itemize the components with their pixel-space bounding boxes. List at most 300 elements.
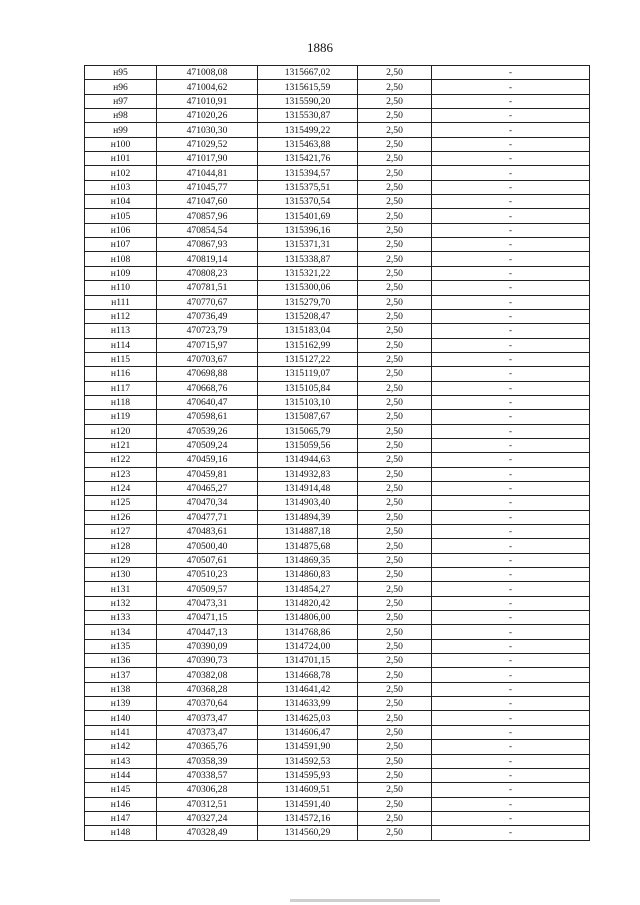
table-row [85,568,590,582]
x-coordinate-cell: 470867,93 [157,238,258,252]
note-cell: - [432,797,590,811]
point-id-cell: н125 [85,496,157,510]
x-coordinate-cell: 471008,08 [157,66,258,80]
accuracy-cell: 2,50 [358,424,432,438]
x-coordinate-cell: 470390,09 [157,639,258,653]
table-row [85,238,590,252]
x-coordinate-cell: 470509,24 [157,438,258,452]
table-row [85,381,590,395]
accuracy-cell: 2,50 [358,740,432,754]
y-coordinate-cell: 1315065,79 [258,424,358,438]
y-coordinate-cell: 1314572,16 [258,811,358,825]
y-coordinate-cell: 1314854,27 [258,582,358,596]
table-row [85,467,590,481]
note-cell: - [432,180,590,194]
accuracy-cell: 2,50 [358,410,432,424]
y-coordinate-cell: 1315590,20 [258,94,358,108]
x-coordinate-cell: 470507,61 [157,553,258,567]
note-cell: - [432,80,590,94]
note-cell: - [432,324,590,338]
x-coordinate-cell: 470473,31 [157,596,258,610]
point-id-cell: н133 [85,611,157,625]
note-cell: - [432,740,590,754]
y-coordinate-cell: 1315499,22 [258,123,358,137]
x-coordinate-cell: 471029,52 [157,137,258,151]
x-coordinate-cell: 470365,76 [157,740,258,754]
table-row [85,180,590,194]
table-row [85,66,590,80]
y-coordinate-cell: 1315530,87 [258,109,358,123]
point-id-cell: н120 [85,424,157,438]
x-coordinate-cell: 470370,64 [157,697,258,711]
y-coordinate-cell: 1315300,06 [258,281,358,295]
point-id-cell: н138 [85,682,157,696]
note-cell: - [432,467,590,481]
table-row [85,295,590,309]
point-id-cell: н131 [85,582,157,596]
note-cell: - [432,424,590,438]
table-row [85,324,590,338]
y-coordinate-cell: 1314609,51 [258,783,358,797]
y-coordinate-cell: 1314894,39 [258,510,358,524]
accuracy-cell: 2,50 [358,768,432,782]
x-coordinate-cell: 470373,47 [157,725,258,739]
note-cell: - [432,109,590,123]
point-id-cell: н145 [85,783,157,797]
table-row [85,797,590,811]
point-id-cell: н124 [85,481,157,495]
y-coordinate-cell: 1315615,59 [258,80,358,94]
x-coordinate-cell: 471047,60 [157,195,258,209]
note-cell: - [432,266,590,280]
y-coordinate-cell: 1315183,04 [258,324,358,338]
y-coordinate-cell: 1314932,83 [258,467,358,481]
accuracy-cell: 2,50 [358,338,432,352]
x-coordinate-cell: 470509,57 [157,582,258,596]
x-coordinate-cell: 470306,28 [157,783,258,797]
point-id-cell: н103 [85,180,157,194]
accuracy-cell: 2,50 [358,123,432,137]
accuracy-cell: 2,50 [358,711,432,725]
table-row [85,209,590,223]
table-row [85,582,590,596]
table-row [85,596,590,610]
point-id-cell: н105 [85,209,157,223]
point-id-cell: н126 [85,510,157,524]
accuracy-cell: 2,50 [358,395,432,409]
point-id-cell: н119 [85,410,157,424]
note-cell: - [432,381,590,395]
y-coordinate-cell: 1315105,84 [258,381,358,395]
table-row [85,410,590,424]
x-coordinate-cell: 470327,24 [157,811,258,825]
accuracy-cell: 2,50 [358,180,432,194]
table-row [85,223,590,237]
x-coordinate-cell: 471017,90 [157,152,258,166]
table-row [85,166,590,180]
y-coordinate-cell: 1314641,42 [258,682,358,696]
y-coordinate-cell: 1315370,54 [258,195,358,209]
x-coordinate-cell: 470368,28 [157,682,258,696]
accuracy-cell: 2,50 [358,252,432,266]
y-coordinate-cell: 1314887,18 [258,525,358,539]
point-id-cell: н135 [85,639,157,653]
note-cell: - [432,223,590,237]
accuracy-cell: 2,50 [358,467,432,481]
point-id-cell: н107 [85,238,157,252]
x-coordinate-cell: 470459,16 [157,453,258,467]
note-cell: - [432,525,590,539]
y-coordinate-cell: 1314724,00 [258,639,358,653]
note-cell: - [432,668,590,682]
note-cell: - [432,496,590,510]
note-cell: - [432,195,590,209]
accuracy-cell: 2,50 [358,682,432,696]
x-coordinate-cell: 470781,51 [157,281,258,295]
table-row [85,668,590,682]
x-coordinate-cell: 470477,71 [157,510,258,524]
accuracy-cell: 2,50 [358,725,432,739]
note-cell: - [432,568,590,582]
table-row [85,367,590,381]
x-coordinate-cell: 470373,47 [157,711,258,725]
table-row [85,682,590,696]
accuracy-cell: 2,50 [358,625,432,639]
point-id-cell: н111 [85,295,157,309]
point-id-cell: н100 [85,137,157,151]
accuracy-cell: 2,50 [358,668,432,682]
accuracy-cell: 2,50 [358,295,432,309]
table-row [85,438,590,452]
table-row [85,195,590,209]
x-coordinate-cell: 470857,96 [157,209,258,223]
x-coordinate-cell: 470598,61 [157,410,258,424]
accuracy-cell: 2,50 [358,266,432,280]
point-id-cell: н113 [85,324,157,338]
point-id-cell: н110 [85,281,157,295]
table-row [85,137,590,151]
accuracy-cell: 2,50 [358,697,432,711]
point-id-cell: н139 [85,697,157,711]
table-row [85,611,590,625]
accuracy-cell: 2,50 [358,238,432,252]
note-cell: - [432,596,590,610]
table-row [85,711,590,725]
table-row [85,697,590,711]
note-cell: - [432,152,590,166]
point-id-cell: н132 [85,596,157,610]
point-id-cell: н96 [85,80,157,94]
point-id-cell: н101 [85,152,157,166]
point-id-cell: н115 [85,352,157,366]
point-id-cell: н122 [85,453,157,467]
note-cell: - [432,510,590,524]
note-cell: - [432,338,590,352]
y-coordinate-cell: 1314591,90 [258,740,358,754]
point-id-cell: н112 [85,309,157,323]
x-coordinate-cell: 470500,40 [157,539,258,553]
y-coordinate-cell: 1315127,22 [258,352,358,366]
note-cell: - [432,539,590,553]
table-row [85,395,590,409]
table-row [85,553,590,567]
scan-artifact [290,899,440,902]
x-coordinate-cell: 470736,49 [157,309,258,323]
x-coordinate-cell: 470819,14 [157,252,258,266]
coordinates-table [84,65,590,841]
note-cell: - [432,453,590,467]
note-cell: - [432,66,590,80]
note-cell: - [432,625,590,639]
accuracy-cell: 2,50 [358,94,432,108]
note-cell: - [432,754,590,768]
y-coordinate-cell: 1314875,68 [258,539,358,553]
x-coordinate-cell: 470358,39 [157,754,258,768]
note-cell: - [432,438,590,452]
table-row [85,309,590,323]
note-cell: - [432,639,590,653]
x-coordinate-cell: 470770,67 [157,295,258,309]
accuracy-cell: 2,50 [358,783,432,797]
accuracy-cell: 2,50 [358,381,432,395]
y-coordinate-cell: 1314592,53 [258,754,358,768]
x-coordinate-cell: 471044,81 [157,166,258,180]
y-coordinate-cell: 1315421,76 [258,152,358,166]
x-coordinate-cell: 470459,81 [157,467,258,481]
note-cell: - [432,295,590,309]
note-cell: - [432,94,590,108]
y-coordinate-cell: 1315667,02 [258,66,358,80]
note-cell: - [432,611,590,625]
note-cell: - [432,137,590,151]
point-id-cell: н102 [85,166,157,180]
point-id-cell: н117 [85,381,157,395]
note-cell: - [432,553,590,567]
point-id-cell: н137 [85,668,157,682]
y-coordinate-cell: 1314595,93 [258,768,358,782]
table-row [85,252,590,266]
table-row [85,625,590,639]
x-coordinate-cell: 470390,73 [157,654,258,668]
note-cell: - [432,123,590,137]
table-row [85,281,590,295]
accuracy-cell: 2,50 [358,66,432,80]
y-coordinate-cell: 1315321,22 [258,266,358,280]
point-id-cell: н116 [85,367,157,381]
accuracy-cell: 2,50 [358,539,432,553]
note-cell: - [432,410,590,424]
y-coordinate-cell: 1314869,35 [258,553,358,567]
y-coordinate-cell: 1314606,47 [258,725,358,739]
y-coordinate-cell: 1315338,87 [258,252,358,266]
accuracy-cell: 2,50 [358,568,432,582]
y-coordinate-cell: 1315463,88 [258,137,358,151]
x-coordinate-cell: 470328,49 [157,826,258,840]
note-cell: - [432,654,590,668]
table-row [85,811,590,825]
note-cell: - [432,826,590,840]
point-id-cell: н104 [85,195,157,209]
y-coordinate-cell: 1315279,70 [258,295,358,309]
x-coordinate-cell: 470483,61 [157,525,258,539]
y-coordinate-cell: 1315396,16 [258,223,358,237]
point-id-cell: н136 [85,654,157,668]
accuracy-cell: 2,50 [358,496,432,510]
table-row [85,94,590,108]
accuracy-cell: 2,50 [358,453,432,467]
x-coordinate-cell: 470312,51 [157,797,258,811]
y-coordinate-cell: 1314560,29 [258,826,358,840]
note-cell: - [432,582,590,596]
y-coordinate-cell: 1315401,69 [258,209,358,223]
accuracy-cell: 2,50 [358,223,432,237]
point-id-cell: н146 [85,797,157,811]
x-coordinate-cell: 470471,15 [157,611,258,625]
y-coordinate-cell: 1315162,99 [258,338,358,352]
table-row [85,453,590,467]
x-coordinate-cell: 470470,34 [157,496,258,510]
table-row [85,783,590,797]
table-row [85,539,590,553]
table-row [85,109,590,123]
accuracy-cell: 2,50 [358,80,432,94]
note-cell: - [432,725,590,739]
y-coordinate-cell: 1314944,63 [258,453,358,467]
table-row [85,740,590,754]
note-cell: - [432,783,590,797]
y-coordinate-cell: 1314701,15 [258,654,358,668]
point-id-cell: н98 [85,109,157,123]
y-coordinate-cell: 1314668,78 [258,668,358,682]
accuracy-cell: 2,50 [358,525,432,539]
y-coordinate-cell: 1315087,67 [258,410,358,424]
table-row [85,352,590,366]
accuracy-cell: 2,50 [358,553,432,567]
y-coordinate-cell: 1315119,07 [258,367,358,381]
x-coordinate-cell: 470640,47 [157,395,258,409]
point-id-cell: н143 [85,754,157,768]
point-id-cell: н144 [85,768,157,782]
accuracy-cell: 2,50 [358,195,432,209]
x-coordinate-cell: 470668,76 [157,381,258,395]
table-row [85,123,590,137]
table-row [85,510,590,524]
table-row [85,266,590,280]
table-row [85,496,590,510]
page-number: 1886 [307,40,333,55]
note-cell: - [432,352,590,366]
point-id-cell: н114 [85,338,157,352]
point-id-cell: н141 [85,725,157,739]
accuracy-cell: 2,50 [358,611,432,625]
point-id-cell: н121 [85,438,157,452]
point-id-cell: н95 [85,66,157,80]
point-id-cell: н108 [85,252,157,266]
note-cell: - [432,209,590,223]
table-row [85,481,590,495]
point-id-cell: н109 [85,266,157,280]
note-cell: - [432,395,590,409]
accuracy-cell: 2,50 [358,510,432,524]
point-id-cell: н97 [85,94,157,108]
accuracy-cell: 2,50 [358,137,432,151]
y-coordinate-cell: 1314768,86 [258,625,358,639]
point-id-cell: н118 [85,395,157,409]
y-coordinate-cell: 1314903,40 [258,496,358,510]
y-coordinate-cell: 1314625,03 [258,711,358,725]
note-cell: - [432,481,590,495]
y-coordinate-cell: 1315394,57 [258,166,358,180]
y-coordinate-cell: 1315208,47 [258,309,358,323]
table-row [85,725,590,739]
table-row [85,80,590,94]
note-cell: - [432,281,590,295]
point-id-cell: н128 [85,539,157,553]
x-coordinate-cell: 470715,97 [157,338,258,352]
point-id-cell: н148 [85,826,157,840]
note-cell: - [432,309,590,323]
point-id-cell: н127 [85,525,157,539]
accuracy-cell: 2,50 [358,281,432,295]
x-coordinate-cell: 471030,30 [157,123,258,137]
y-coordinate-cell: 1314860,83 [258,568,358,582]
table-row [85,754,590,768]
x-coordinate-cell: 471020,26 [157,109,258,123]
note-cell: - [432,166,590,180]
y-coordinate-cell: 1314591,40 [258,797,358,811]
y-coordinate-cell: 1315103,10 [258,395,358,409]
accuracy-cell: 2,50 [358,639,432,653]
note-cell: - [432,697,590,711]
accuracy-cell: 2,50 [358,367,432,381]
coordinates-table-body [85,66,590,841]
point-id-cell: н130 [85,568,157,582]
note-cell: - [432,252,590,266]
table-row [85,424,590,438]
table-row [85,826,590,840]
point-id-cell: н123 [85,467,157,481]
accuracy-cell: 2,50 [358,309,432,323]
y-coordinate-cell: 1314633,99 [258,697,358,711]
accuracy-cell: 2,50 [358,324,432,338]
table-row [85,152,590,166]
note-cell: - [432,768,590,782]
point-id-cell: н147 [85,811,157,825]
point-id-cell: н99 [85,123,157,137]
x-coordinate-cell: 470539,26 [157,424,258,438]
accuracy-cell: 2,50 [358,754,432,768]
x-coordinate-cell: 470338,57 [157,768,258,782]
table-row [85,639,590,653]
table-row [85,768,590,782]
accuracy-cell: 2,50 [358,152,432,166]
accuracy-cell: 2,50 [358,481,432,495]
x-coordinate-cell: 470723,79 [157,324,258,338]
y-coordinate-cell: 1315371,31 [258,238,358,252]
x-coordinate-cell: 470698,88 [157,367,258,381]
table-row [85,338,590,352]
x-coordinate-cell: 470510,23 [157,568,258,582]
y-coordinate-cell: 1314820,42 [258,596,358,610]
note-cell: - [432,711,590,725]
x-coordinate-cell: 471010,91 [157,94,258,108]
x-coordinate-cell: 470447,13 [157,625,258,639]
accuracy-cell: 2,50 [358,209,432,223]
accuracy-cell: 2,50 [358,109,432,123]
x-coordinate-cell: 470465,27 [157,481,258,495]
note-cell: - [432,367,590,381]
point-id-cell: н134 [85,625,157,639]
